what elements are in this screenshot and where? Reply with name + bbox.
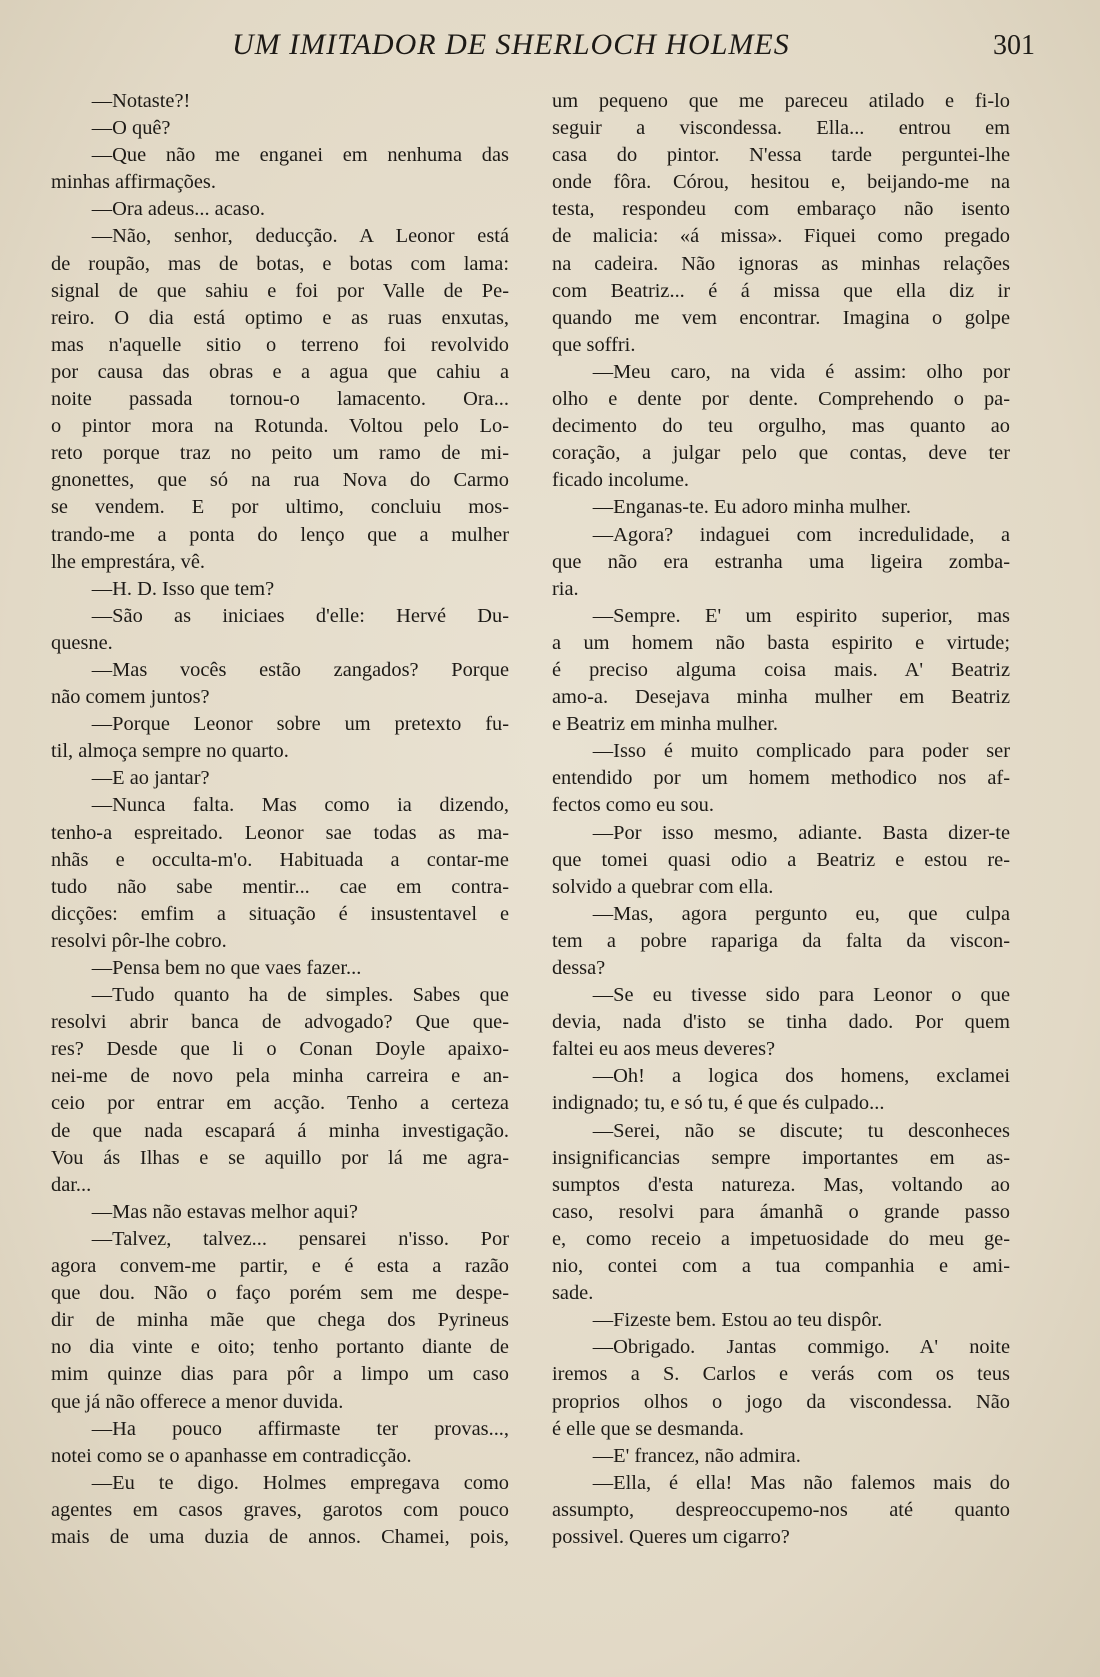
text-line: reto porque traz no peito um ramo de mi- bbox=[51, 442, 509, 465]
text-line: —Mas, agora pergunto eu, que culpa bbox=[552, 902, 1010, 925]
text-line: coração, a julgar pelo que contas, deve ter bbox=[552, 442, 1010, 465]
text-line: casa do pintor. N'essa tarde perguntei-lhe bbox=[552, 144, 1010, 167]
text-line: com Beatriz... é á missa que ella diz ir bbox=[552, 279, 1010, 302]
text-line: se vendem. E por ultimo, concluiu mos- bbox=[51, 496, 509, 519]
text-line: dicções: emfim a situação é insustentavel e bbox=[51, 902, 509, 925]
text-line: é preciso alguma coisa mais. A' Beatriz bbox=[552, 658, 1010, 681]
text-line: —Agora? indaguei com incredulidade, a bbox=[552, 523, 1010, 546]
text-line: possivel. Queres um cigarro? bbox=[552, 1525, 790, 1548]
text-line: ceio por entrar em acção. Tenho a certeza bbox=[51, 1092, 509, 1115]
text-line: que dou. Não o faço porém sem me despe- bbox=[51, 1282, 509, 1305]
text-line: —Que não me enganei em nenhuma das bbox=[51, 144, 509, 167]
text-line: —Fizeste bem. Estou ao teu dispôr. bbox=[552, 1309, 883, 1332]
text-line: que soffri. bbox=[552, 333, 636, 356]
text-line: —Meu caro, na vida é assim: olho por bbox=[552, 360, 1010, 383]
text-line: de malicia: «á missa». Fiquei como pregado bbox=[552, 225, 1010, 248]
text-line: —Pensa bem no que vaes fazer... bbox=[51, 957, 362, 979]
page-header bbox=[0, 28, 1100, 72]
text-line: o pintor mora na Rotunda. Voltou pelo Lo- bbox=[51, 415, 509, 438]
text-line: dessa? bbox=[552, 957, 606, 979]
text-line: resolvi abrir banca de advogado? Que que- bbox=[51, 1011, 509, 1034]
text-line: um pequeno que me pareceu atilado e fi-lo bbox=[552, 90, 1010, 112]
text-line: mais de uma duzia de annos. Chamei, pois, bbox=[51, 1525, 509, 1548]
text-line: signal de que sahiu e foi por Valle de Pe- bbox=[51, 279, 509, 302]
text-line: —E ao jantar? bbox=[51, 767, 210, 790]
text-line: —Mas vocês estão zangados? Porque bbox=[51, 658, 509, 681]
text-line: lhe emprestára, vê. bbox=[51, 550, 205, 573]
text-line: nhãs e occulta-m'o. Habituada a contar-me bbox=[51, 848, 509, 871]
text-line: —E' francez, não admira. bbox=[552, 1444, 801, 1467]
text-line: trando-me a ponta do lenço que a mulher bbox=[51, 523, 509, 546]
text-line: res? Desde que li o Conan Doyle apaixo- bbox=[51, 1038, 509, 1061]
text-line: dar... bbox=[51, 1173, 92, 1196]
text-line: —Mas não estavas melhor aqui? bbox=[51, 1200, 358, 1223]
text-line: é elle que se desmanda. bbox=[552, 1417, 744, 1440]
page-number: 301 bbox=[993, 30, 1035, 61]
text-line: —H. D. Isso que tem? bbox=[51, 577, 275, 600]
text-line: —Enganas-te. Eu adoro minha mulher. bbox=[552, 496, 912, 519]
text-line: agora convem-me partir, e é esta a razão bbox=[51, 1255, 509, 1278]
text-line: nei-me de novo pela minha carreira e an- bbox=[51, 1065, 509, 1088]
text-line: e Beatriz em minha mulher. bbox=[552, 713, 778, 736]
text-line: —Tudo quanto ha de simples. Sabes que bbox=[51, 984, 509, 1007]
text-line: —Não, senhor, deducção. A Leonor está bbox=[51, 225, 509, 248]
text-line: ria. bbox=[552, 577, 579, 600]
text-line: olho e dente por dente. Comprehendo o pa- bbox=[552, 388, 1010, 411]
text-line: entendido por um homem methodico nos af- bbox=[552, 767, 1010, 790]
text-line: sumptos d'esta natureza. Mas, voltando ao bbox=[552, 1173, 1010, 1196]
text-line: notei como se o apanhasse em contradicção. bbox=[51, 1444, 412, 1467]
text-line: tenho-a espreitado. Leonor sae todas as ma- bbox=[51, 821, 509, 844]
text-line: na cadeira. Não ignoras as minhas relações bbox=[552, 252, 1010, 275]
text-line: —Sempre. E' um espirito superior, mas bbox=[552, 604, 1010, 627]
text-line: sade. bbox=[552, 1282, 594, 1305]
right-text-column bbox=[552, 88, 1010, 1551]
text-line: mim quinze dias para pôr a limpo um caso bbox=[51, 1363, 509, 1386]
text-line: assumpto, despreoccupemo-nos até quanto bbox=[552, 1498, 1010, 1521]
text-line: —Eu te digo. Holmes empregava como bbox=[51, 1471, 509, 1494]
text-line: onde fôra. Córou, hesitou e, beijando-me na bbox=[552, 171, 1010, 194]
text-line: quesne. bbox=[51, 631, 113, 654]
text-line: —Porque Leonor sobre um pretexto fu- bbox=[51, 713, 509, 736]
text-line: por causa das obras e a agua que cahiu a bbox=[51, 360, 509, 383]
text-line: mas n'aquelle sitio o terreno foi revolvido bbox=[51, 333, 509, 356]
text-line: —Se eu tivesse sido para Leonor o que bbox=[552, 984, 1010, 1007]
text-line: ficado incolume. bbox=[552, 469, 690, 492]
text-line: caso, resolvi para ámanhã o grande passo bbox=[552, 1200, 1010, 1223]
left-text-column bbox=[51, 88, 509, 1551]
text-line: —Ha pouco affirmaste ter provas..., bbox=[51, 1417, 509, 1440]
text-line: gnonettes, que só na rua Nova do Carmo bbox=[51, 469, 509, 492]
text-line: —Serei, não se discute; tu desconheces bbox=[552, 1119, 1010, 1142]
text-line: —Nunca falta. Mas como ia dizendo, bbox=[51, 794, 509, 817]
running-title: UM IMITADOR DE SHERLOCH HOLMES bbox=[232, 28, 790, 61]
text-line: —São as iniciaes d'elle: Hervé Du- bbox=[51, 604, 509, 627]
text-line: —Por isso mesmo, adiante. Basta dizer-te bbox=[552, 821, 1010, 844]
text-line: de que nada escapará á minha investigação. bbox=[51, 1119, 509, 1142]
text-line: não comem juntos? bbox=[51, 686, 210, 709]
text-line: que não era estranha uma ligeira zomba- bbox=[552, 550, 1010, 573]
text-line: —O quê? bbox=[51, 117, 171, 140]
text-line: que já não offerece a menor duvida. bbox=[51, 1390, 344, 1413]
text-line: solvido a quebrar com ella. bbox=[552, 875, 774, 898]
text-line: reiro. O dia está optimo e as ruas enxutas, bbox=[51, 306, 509, 329]
text-line: no dia vinte e oito; tenho portanto diante de bbox=[51, 1336, 509, 1359]
text-line: testa, respondeu com embaraço não isento bbox=[552, 198, 1010, 221]
text-line: tem a pobre rapariga da falta da viscon- bbox=[552, 929, 1010, 952]
text-line: noite passada tornou-o lamacento. Ora... bbox=[51, 388, 509, 411]
text-line: seguir a viscondessa. Ella... entrou em bbox=[552, 117, 1010, 140]
text-line: decimento do teu orgulho, mas quanto ao bbox=[552, 415, 1010, 438]
text-line: insignificancias sempre importantes em as- bbox=[552, 1146, 1010, 1169]
text-line: nio, contei com a tua companhia e ami- bbox=[552, 1255, 1010, 1278]
text-line: agentes em casos graves, garotos com pouco bbox=[51, 1498, 509, 1521]
text-line: resolvi pôr-lhe cobro. bbox=[51, 929, 227, 952]
text-line: indignado; tu, e só tu, é que és culpado... bbox=[552, 1092, 885, 1115]
text-line: til, almoça sempre no quarto. bbox=[51, 740, 289, 763]
text-line: —Oh! a logica dos homens, exclamei bbox=[552, 1065, 1010, 1088]
text-line: dir de minha mãe que chega dos Pyrineus bbox=[51, 1309, 509, 1332]
text-line: de roupão, mas de botas, e botas com lama: bbox=[51, 252, 509, 275]
text-line: —Ella, é ella! Mas não falemos mais do bbox=[552, 1471, 1010, 1494]
text-line: —Talvez, talvez... pensarei n'isso. Por bbox=[51, 1227, 509, 1250]
text-line: fectos como eu sou. bbox=[552, 794, 714, 817]
text-line: tudo não sabe mentir... cae em contra- bbox=[51, 875, 509, 898]
text-line: que tomei quasi odio a Beatriz e estou re- bbox=[552, 848, 1010, 871]
text-line: e, como receio a impetuosidade do meu ge- bbox=[552, 1227, 1010, 1250]
text-line: Vou ás Ilhas e se aquillo por lá me agra- bbox=[51, 1146, 509, 1169]
text-line: —Isso é muito complicado para poder ser bbox=[552, 740, 1010, 763]
text-line: —Obrigado. Jantas commigo. A' noite bbox=[552, 1336, 1010, 1359]
text-line: quando me vem encontrar. Imagina o golpe bbox=[552, 306, 1010, 329]
text-line: amo-a. Desejava minha mulher em Beatriz bbox=[552, 686, 1010, 709]
text-line: devia, nada d'isto se tinha dado. Por quem bbox=[552, 1011, 1010, 1034]
text-line: a um homem não basta espirito e virtude; bbox=[552, 631, 1010, 654]
text-line: faltei eu aos meus deveres? bbox=[552, 1038, 776, 1061]
text-line: minhas affirmações. bbox=[51, 171, 216, 194]
text-line: iremos a S. Carlos e verás com os teus bbox=[552, 1363, 1010, 1386]
text-line: proprios olhos o jogo da viscondessa. Não bbox=[552, 1390, 1010, 1413]
text-line: —Ora adeus... acaso. bbox=[51, 198, 266, 221]
text-line: —Notaste?! bbox=[51, 90, 191, 112]
